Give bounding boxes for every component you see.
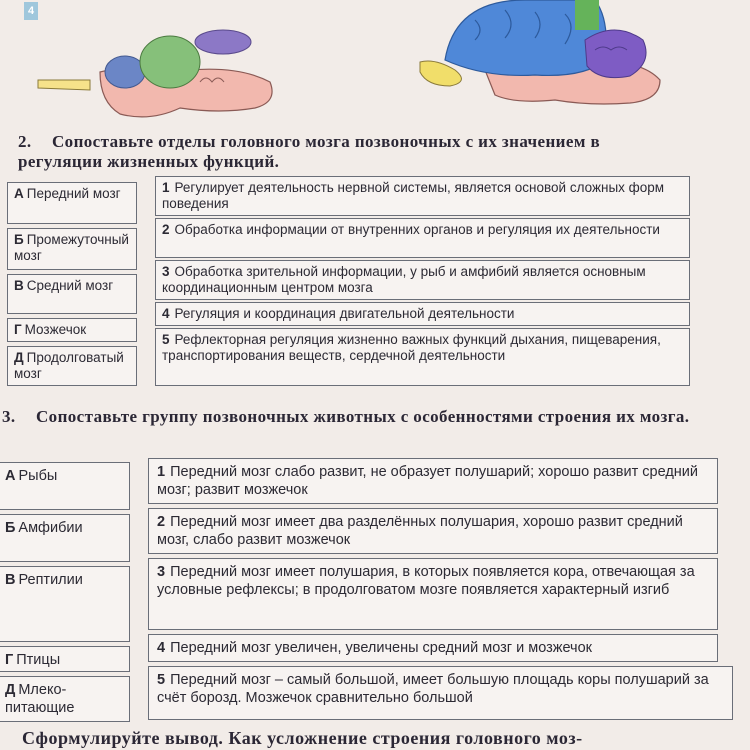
task2-left-g-text: Мозжечок [24,322,87,337]
task2-right-1-text: Регулирует деятельность нервной системы, является основой сложных форм поведения [162,180,665,211]
task3-right-1-num: 1 [157,464,166,480]
task3-left-v [0,566,130,642]
task2-right-2 [155,218,690,258]
task2-left-v [7,274,137,314]
task3-question [2,407,707,427]
task3-left-b-letter: Б [5,520,16,536]
task3-right-1 [148,458,718,504]
task3-left-g-letter: Г [5,652,14,668]
task3-left-a-letter: А [5,468,16,484]
task2-left-a-text: Передний мозг [26,186,121,201]
task3-number: 3. [2,407,16,426]
task3-right-4 [148,634,718,662]
task2-right-2-text: Обработка информации от внутренних органов и регуляция их деятельности [174,222,660,237]
task3-right-2-num: 2 [157,514,166,530]
task2-left-d-letter: Д [14,350,24,365]
conclusion-prompt: Сформулируйте вывод. Как усложнение строения головного моз- [22,728,583,748]
task2-question-text: Сопоставьте отделы головного мозга позвоночных с их значением в регуляции жизненных функций. [18,132,601,171]
task2-left-d [7,346,137,386]
task2-right-1 [155,176,690,216]
task2-right-3 [155,260,690,300]
task2-right-4-text: Регуляция и координация двигательной деятельности [174,306,515,321]
task3-right-5 [148,666,733,720]
task2-left-a [7,182,137,224]
task3-left-b-text: Амфибии [18,520,83,536]
task2-right-4 [155,302,690,326]
task3-left-a-text: Рыбы [18,468,58,484]
task3-right-5-text: Передний мозг – самый большой, имеет большую площадь коры полушарий за счёт борозд. Мозжечок сравнительно большой [157,672,709,706]
task2-left-g-letter: Г [14,322,22,337]
task2-left-b-text: Промежуточный мозг [14,232,129,263]
task3-left-g [0,646,130,672]
page-number: 4 [24,2,38,20]
task3-right-1-text: Передний мозг слабо развит, не образует полушарий; хорошо развит средний мозг; развит мозжечок [157,464,698,498]
brain-illustration-left [30,22,280,122]
task2-left-d-text: Продолговатый мозг [14,350,124,381]
task2-right-3-text: Обработка зрительной информации, у рыб и амфибий является основным координационным центром мозга [162,264,646,295]
task2-question [18,132,688,172]
task2-left-b [7,228,137,270]
task3-right-2-text: Передний мозг имеет два разделённых полушария, хорошо развит средний мозг, слабо развит мозжечок [157,514,683,548]
task2-left-g [7,318,137,342]
task2-left-v-letter: В [14,278,24,293]
brain-illustration-right [415,0,665,110]
task3-right-5-num: 5 [157,672,166,688]
task2-left-a-letter: А [14,186,24,201]
task3-left-d-letter: Д [5,682,16,698]
task3-right-4-text: Передний мозг увеличен, увеличены средний мозг и мозжечок [170,640,593,656]
task3-left-d-text: Млекопитающие [5,682,75,716]
task2-right-2-num: 2 [162,222,170,237]
task2-right-1-num: 1 [162,180,170,195]
task3-left-d [0,676,130,722]
task3-left-a [0,462,130,510]
task3-right-3-num: 3 [157,564,166,580]
task3-right-2 [148,508,718,554]
task2-left-v-text: Средний мозг [26,278,114,293]
task3-right-4-num: 4 [157,640,166,656]
task2-right-5-num: 5 [162,332,170,347]
task2-number: 2. [18,132,32,151]
task3-question-text: Сопоставьте группу позвоночных животных с особенностями строения их мозга. [36,407,690,426]
task2-right-5-text: Рефлекторная регуляция жизненно важных функций дыхания, пищеварения, транспортирования веществ, сердечной деятельности [162,332,661,363]
task3-left-b [0,514,130,562]
task3-right-3 [148,558,718,630]
task2-right-5 [155,328,690,386]
task3-right-3-text: Передний мозг имеет полушария, в которых появляется кора, отвечающая за условные рефлексы; в продолговатом мозге появляется характерный изгиб [157,564,695,598]
task3-left-v-letter: В [5,572,16,588]
task3-left-g-text: Птицы [16,652,61,668]
task2-right-3-num: 3 [162,264,170,279]
task3-left-v-text: Рептилии [18,572,83,588]
task2-right-4-num: 4 [162,306,170,321]
task2-left-b-letter: Б [14,232,24,247]
